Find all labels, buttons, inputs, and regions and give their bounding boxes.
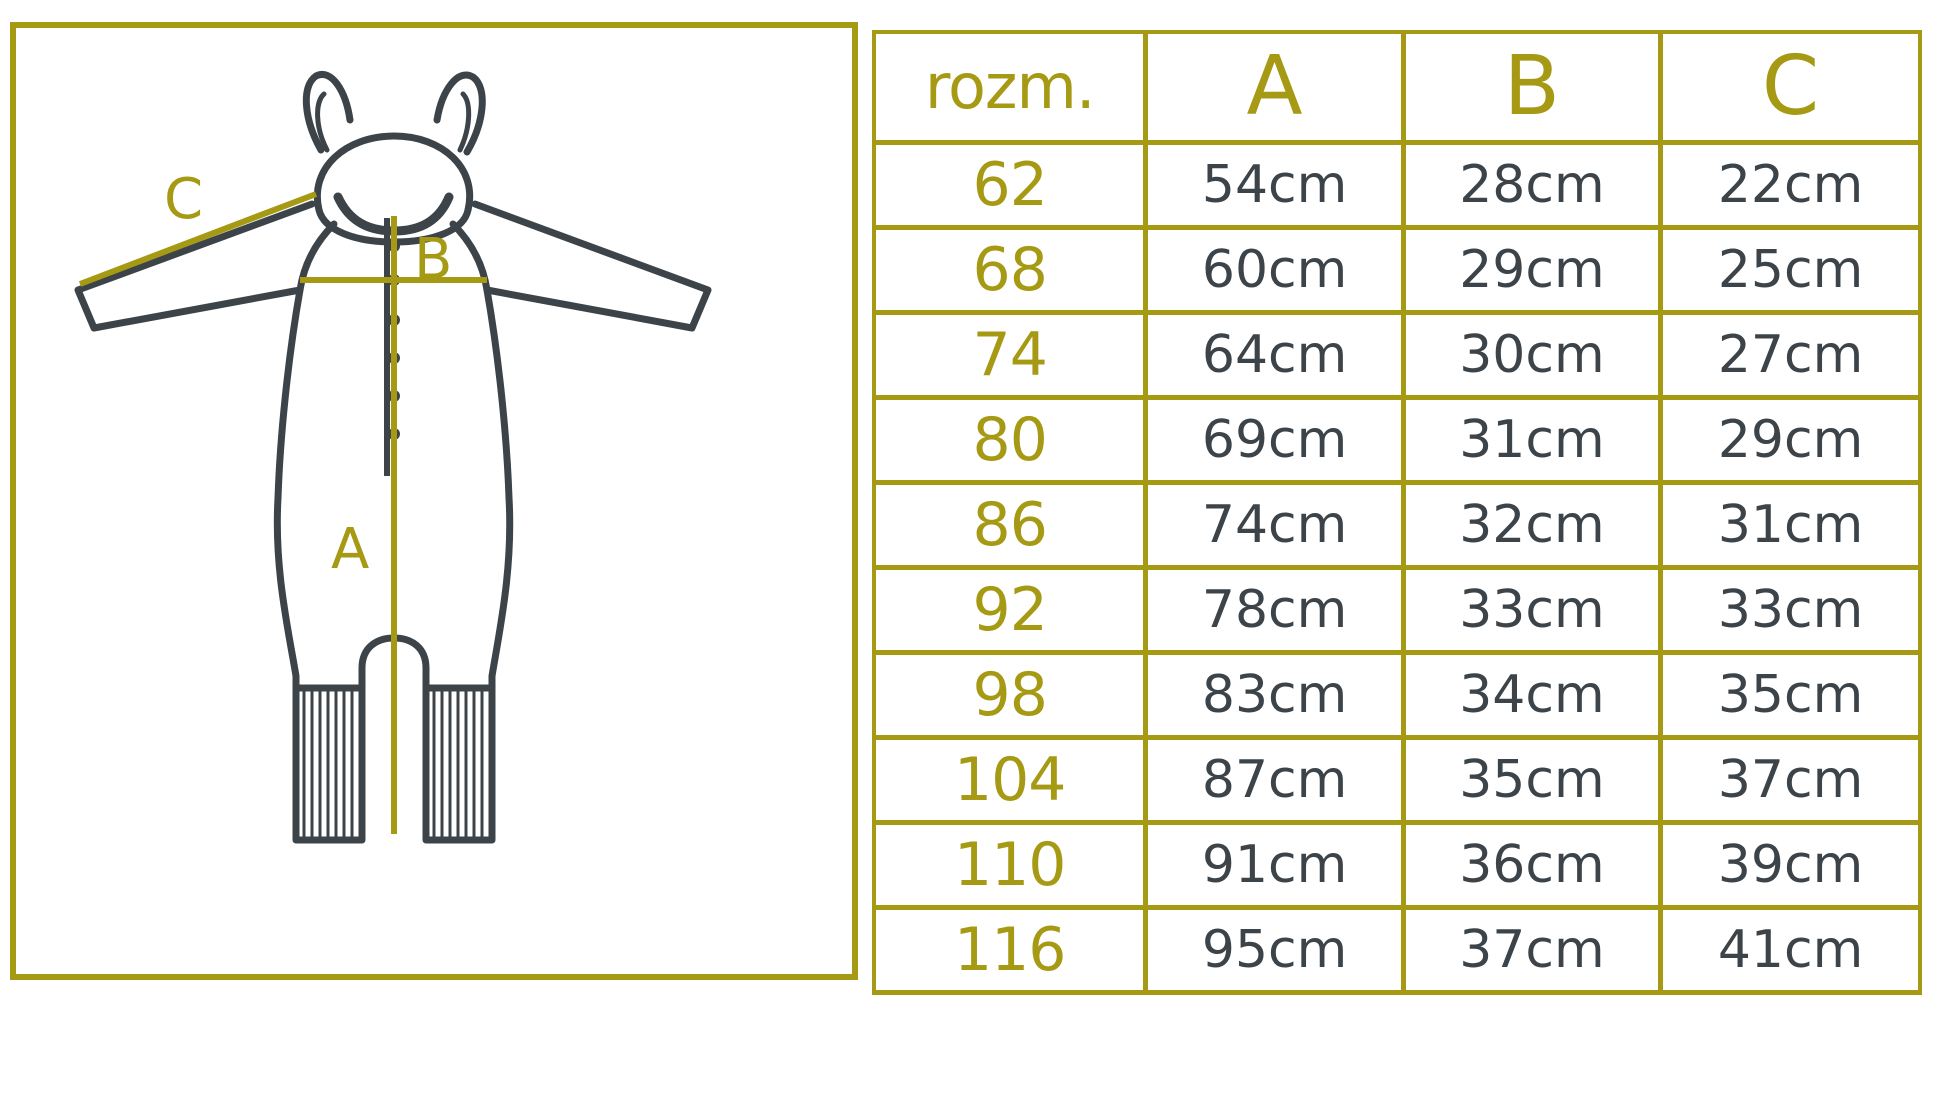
cell-c: 39cm	[1661, 822, 1920, 907]
table-row	[874, 397, 1920, 482]
label-b: B	[414, 227, 453, 292]
leg-right-outer	[492, 498, 510, 688]
cell-size: 68	[874, 227, 1146, 312]
cell-size: 62	[874, 142, 1146, 227]
cell-a: 74cm	[1146, 482, 1403, 567]
cell-c: 31cm	[1661, 482, 1920, 567]
cell-size: 80	[874, 397, 1146, 482]
table-row	[874, 312, 1920, 397]
cell-c: 27cm	[1661, 312, 1920, 397]
cuff-right-edge	[692, 290, 708, 328]
size-table	[872, 30, 1922, 995]
cell-c: 41cm	[1661, 907, 1920, 992]
cell-a: 91cm	[1146, 822, 1403, 907]
table-header-row	[874, 32, 1920, 142]
table-row	[874, 737, 1920, 822]
cell-size: 116	[874, 907, 1146, 992]
cell-size: 98	[874, 652, 1146, 737]
table-row	[874, 227, 1920, 312]
cell-c: 35cm	[1661, 652, 1920, 737]
table-row	[874, 652, 1920, 737]
table-header-size: rozm.	[874, 32, 1146, 142]
cell-b: 34cm	[1403, 652, 1660, 737]
cell-b: 32cm	[1403, 482, 1660, 567]
cell-c: 22cm	[1661, 142, 1920, 227]
cell-size: 110	[874, 822, 1146, 907]
cell-b: 28cm	[1403, 142, 1660, 227]
cell-a: 54cm	[1146, 142, 1403, 227]
size-table-container	[872, 30, 1922, 990]
label-a: A	[331, 517, 370, 582]
cell-a: 87cm	[1146, 737, 1403, 822]
table-header-c: C	[1661, 32, 1920, 142]
table-row	[874, 567, 1920, 652]
ear-right-inner	[460, 94, 469, 150]
table-header-a: A	[1146, 32, 1403, 142]
cell-size: 92	[874, 567, 1146, 652]
diagram-panel	[10, 22, 858, 980]
cell-size: 104	[874, 737, 1146, 822]
table-row	[874, 907, 1920, 992]
cell-b: 30cm	[1403, 312, 1660, 397]
cuff-left-edge	[78, 290, 94, 328]
cell-b: 37cm	[1403, 907, 1660, 992]
table-row	[874, 482, 1920, 567]
cell-a: 83cm	[1146, 652, 1403, 737]
cell-c: 33cm	[1661, 567, 1920, 652]
cell-b: 29cm	[1403, 227, 1660, 312]
label-c: C	[164, 167, 204, 232]
cell-a: 95cm	[1146, 907, 1403, 992]
romper-diagram-svg	[16, 28, 852, 974]
ear-left-outline	[306, 74, 350, 150]
cell-c: 37cm	[1661, 737, 1920, 822]
cell-size: 74	[874, 312, 1146, 397]
cell-a: 60cm	[1146, 227, 1403, 312]
table-row	[874, 822, 1920, 907]
cell-b: 31cm	[1403, 397, 1660, 482]
ear-right-outline	[437, 75, 482, 152]
cell-b: 36cm	[1403, 822, 1660, 907]
body-right-upper	[487, 290, 509, 498]
leg-left-outer	[277, 498, 296, 688]
cell-a: 69cm	[1146, 397, 1403, 482]
body-left-upper	[278, 290, 300, 498]
cell-c: 29cm	[1661, 397, 1920, 482]
cell-c: 25cm	[1661, 227, 1920, 312]
cell-size: 86	[874, 482, 1146, 567]
cell-a: 78cm	[1146, 567, 1403, 652]
table-header-b: B	[1403, 32, 1660, 142]
cell-b: 35cm	[1403, 737, 1660, 822]
cell-a: 64cm	[1146, 312, 1403, 397]
table-row	[874, 142, 1920, 227]
cell-b: 33cm	[1403, 567, 1660, 652]
